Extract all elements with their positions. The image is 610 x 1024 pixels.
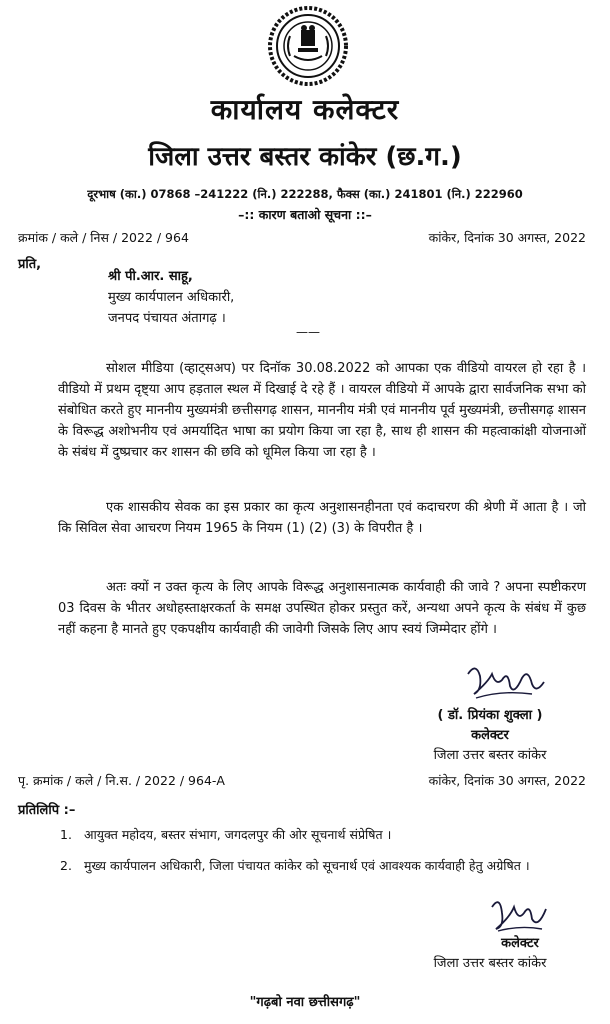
copy-item-text: आयुक्त महोदय, बस्तर संभाग, जगदलपुर की ओर सूचनार्थ संप्रेषित । xyxy=(84,827,392,842)
collector-office: जिला उत्तर बस्तर कांकेर xyxy=(433,748,547,763)
signature-block-1 xyxy=(390,706,590,766)
copy-item-number: 2. xyxy=(60,858,72,873)
reference-row xyxy=(18,229,586,246)
collector-designation: कलेक्टर xyxy=(471,728,509,743)
endorsement-row xyxy=(18,772,586,789)
copy-item-1 xyxy=(60,824,588,845)
government-seal xyxy=(268,6,348,86)
office-title: कार्यालय कलेक्टर xyxy=(210,93,400,126)
endorsement-number: पृ. क्रमांक / कले / नि.स. / 2022 / 964-A xyxy=(18,773,225,788)
district-title: जिला उत्तर बस्तर कांकेर (छ.ग.) xyxy=(148,142,462,172)
collector-signature-1 xyxy=(462,660,552,704)
recipient-name: श्री पी.आर. साहू, xyxy=(108,269,193,284)
endorsement-date: कांकेर, दिनांक 30 अगस्त, 2022 xyxy=(428,773,586,788)
collector-designation-2: कलेक्टर xyxy=(501,936,539,951)
recipient-office: जनपद पंचायत अंतागढ़ । xyxy=(108,311,226,326)
body-paragraph-3: अतः क्यों न उक्त कृत्य के लिए आपके विरूद्ध अनुशासनात्मक कार्यवाही की जावे ? अपना स्पष्टीकरण 03 दिवस के भीतर अधोहस्ताक्षरकर्ता के समक्ष उपस्थित होकर प्रस्तुत करें, अन्यथा अपने कृत्य के संबंध में कुछ नहीं कहना है मानते हुए एकपक्षीय कार्यवाही की जावेगी जिसके लिए आप स्वयं जिम्मेदार होंगे । xyxy=(58,580,586,637)
reference-number: क्रमांक / कले / निस / 2022 / 964 xyxy=(18,230,189,245)
copy-item-2 xyxy=(60,855,588,876)
footer-motto: "गढ़बो नवा छत्तीसगढ़" xyxy=(249,995,361,1010)
body-paragraph-2: एक शासकीय सेवक का इस प्रकार का कृत्य अनुशासनहीनता एवं कदाचरण की श्रेणी में आता है । जो कि सिविल सेवा आचरण नियम 1965 के नियम (1) (2) (3) के विपरीत है । xyxy=(58,500,586,536)
copy-item-text: मुख्य कार्यपालन अधिकारी, जिला पंचायत कांकेर को सूचनार्थ एवं आवश्यक कार्यवाही हेतु अग्रेषित । xyxy=(84,858,530,873)
reference-date: कांकेर, दिनांक 30 अगस्त, 2022 xyxy=(428,230,586,245)
copy-item-number: 1. xyxy=(60,827,72,842)
collector-office-2: जिला उत्तर बस्तर कांकेर xyxy=(433,956,547,971)
collector-signature-2 xyxy=(486,895,556,935)
pratilipi-label: प्रतिलिपि :– xyxy=(18,803,76,818)
separator: —— xyxy=(296,325,320,339)
body-paragraph-1: सोशल मीडिया (व्हाट्सअप) पर दिनॉक 30.08.2022 को आपका एक वीडियो वायरल हो रहा है । वीडियो में प्रथम दृष्ट्या आप हड़ताल स्थल में दिखाई दे रहे हैं । वायरल वीडियो में आपके द्वारा सार्वजनिक सभा को संबोधित करते हुए माननीय मुख्यमंत्री छत्तीसगढ़ शासन, माननीय मंत्री एवं माननीय पूर्व मुख्यमंत्री, छत्तीसगढ़ शासन के विरूद्ध अशोभनीय एवं अमर्यादित भाषा का प्रयोग किया जा रहा है, साथ ही शासन की महत्वाकांक्षी योजनाओं के संबंध में दुष्प्रचार कर शासन की छवि को धूमिल किया जा रहा है । xyxy=(58,361,586,460)
signature-block-2 xyxy=(390,934,590,974)
prati-label: प्रति, xyxy=(18,257,42,272)
notice-subject: –:: कारण बताओ सूचना ::– xyxy=(238,207,372,222)
recipient-address xyxy=(108,266,234,329)
recipient-designation: मुख्य कार्यपालन अधिकारी, xyxy=(108,290,235,305)
collector-name: ( डॉ. प्रियंका शुक्ला ) xyxy=(437,708,543,723)
contact-line: दूरभाष (का.) 07868 –241222 (नि.) 222288, फैक्स (का.) 241801 (नि.) 222960 xyxy=(87,187,523,201)
